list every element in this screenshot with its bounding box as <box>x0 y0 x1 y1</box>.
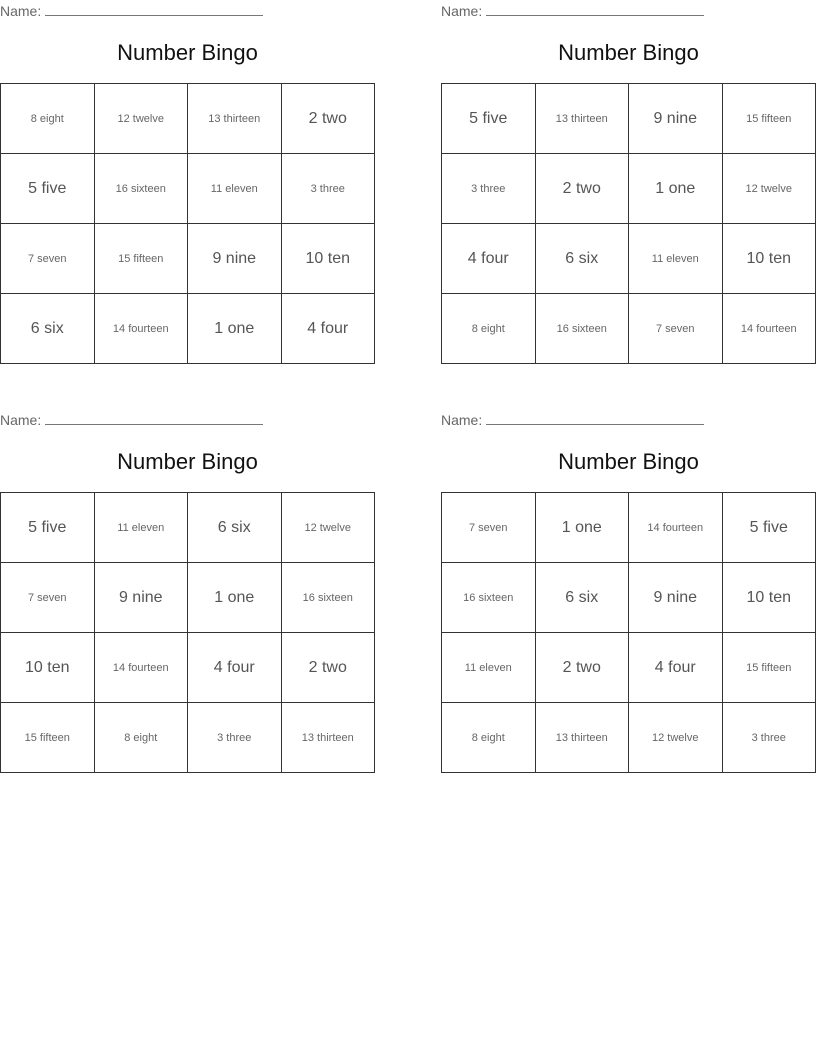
name-blank-line[interactable] <box>486 411 704 425</box>
bingo-cell[interactable]: 12 twelve <box>281 493 375 563</box>
bingo-cell[interactable]: 15 fifteen <box>94 224 188 294</box>
bingo-row <box>442 703 816 773</box>
bingo-row <box>442 154 816 224</box>
bingo-row <box>442 294 816 364</box>
bingo-row <box>1 294 375 364</box>
bingo-card <box>0 0 375 364</box>
bingo-cell[interactable]: 8 eight <box>442 703 536 773</box>
bingo-cell[interactable]: 10 ten <box>1 633 95 703</box>
bingo-cell[interactable]: 13 thirteen <box>188 84 282 154</box>
name-label: Name: <box>0 3 42 19</box>
bingo-cell[interactable]: 11 eleven <box>442 633 536 703</box>
bingo-cell[interactable]: 8 eight <box>94 703 188 773</box>
bingo-card <box>441 0 816 364</box>
bingo-cell[interactable]: 5 five <box>442 84 536 154</box>
name-blank-line[interactable] <box>45 2 263 16</box>
bingo-cell[interactable]: 5 five <box>722 493 816 563</box>
bingo-cell[interactable]: 3 three <box>281 154 375 224</box>
bingo-cell[interactable]: 1 one <box>188 563 282 633</box>
bingo-cell[interactable]: 11 eleven <box>94 493 188 563</box>
bingo-cell[interactable]: 2 two <box>281 84 375 154</box>
bingo-row <box>442 563 816 633</box>
bingo-row <box>1 154 375 224</box>
bingo-cell[interactable]: 2 two <box>535 154 629 224</box>
bingo-cell[interactable]: 3 three <box>722 703 816 773</box>
bingo-row <box>442 493 816 563</box>
bingo-cell[interactable]: 9 nine <box>188 224 282 294</box>
bingo-cell[interactable]: 8 eight <box>1 84 95 154</box>
card-title: Number Bingo <box>558 40 699 65</box>
bingo-cell[interactable]: 1 one <box>188 294 282 364</box>
bingo-cell[interactable]: 16 sixteen <box>94 154 188 224</box>
bingo-row <box>442 633 816 703</box>
bingo-card <box>0 409 375 773</box>
bingo-row <box>1 563 375 633</box>
bingo-cell[interactable]: 9 nine <box>629 563 723 633</box>
bingo-row <box>1 224 375 294</box>
bingo-row <box>1 493 375 563</box>
bingo-cell[interactable]: 15 fifteen <box>722 84 816 154</box>
bingo-cell[interactable]: 5 five <box>1 154 95 224</box>
bingo-cell[interactable]: 11 eleven <box>629 224 723 294</box>
bingo-cell[interactable]: 14 fourteen <box>94 294 188 364</box>
bingo-cell[interactable]: 2 two <box>535 633 629 703</box>
name-field[interactable] <box>441 411 704 429</box>
name-field[interactable] <box>441 2 704 20</box>
bingo-cell[interactable]: 7 seven <box>442 493 536 563</box>
bingo-grid <box>441 492 816 773</box>
name-label: Name: <box>441 412 483 428</box>
bingo-cell[interactable]: 14 fourteen <box>722 294 816 364</box>
bingo-cell[interactable]: 6 six <box>188 493 282 563</box>
bingo-cell[interactable]: 11 eleven <box>188 154 282 224</box>
bingo-cell[interactable]: 6 six <box>1 294 95 364</box>
name-blank-line[interactable] <box>45 411 263 425</box>
bingo-row <box>1 703 375 773</box>
bingo-cell[interactable]: 14 fourteen <box>629 493 723 563</box>
bingo-cell[interactable]: 12 twelve <box>94 84 188 154</box>
bingo-cell[interactable]: 3 three <box>442 154 536 224</box>
name-blank-line[interactable] <box>486 2 704 16</box>
bingo-grid <box>441 83 816 364</box>
card-title: Number Bingo <box>117 40 258 65</box>
bingo-row <box>1 633 375 703</box>
card-title: Number Bingo <box>558 449 699 474</box>
bingo-cell[interactable]: 9 nine <box>629 84 723 154</box>
bingo-grid <box>0 83 375 364</box>
bingo-cell[interactable]: 10 ten <box>722 563 816 633</box>
bingo-cell[interactable]: 14 fourteen <box>94 633 188 703</box>
bingo-cell[interactable]: 13 thirteen <box>535 84 629 154</box>
name-label: Name: <box>0 412 42 428</box>
bingo-cell[interactable]: 13 thirteen <box>535 703 629 773</box>
bingo-cell[interactable]: 4 four <box>188 633 282 703</box>
bingo-cell[interactable]: 15 fifteen <box>1 703 95 773</box>
bingo-cell[interactable]: 16 sixteen <box>442 563 536 633</box>
bingo-card <box>441 409 816 773</box>
bingo-row <box>442 224 816 294</box>
bingo-cell[interactable]: 1 one <box>629 154 723 224</box>
card-title: Number Bingo <box>117 449 258 474</box>
bingo-row <box>442 84 816 154</box>
bingo-cell[interactable]: 8 eight <box>442 294 536 364</box>
bingo-cell[interactable]: 6 six <box>535 563 629 633</box>
bingo-cell[interactable]: 16 sixteen <box>281 563 375 633</box>
bingo-cell[interactable]: 10 ten <box>722 224 816 294</box>
name-field[interactable] <box>0 411 263 429</box>
bingo-cell[interactable]: 12 twelve <box>722 154 816 224</box>
bingo-cell[interactable]: 6 six <box>535 224 629 294</box>
bingo-cell[interactable]: 12 twelve <box>629 703 723 773</box>
bingo-cell[interactable]: 10 ten <box>281 224 375 294</box>
bingo-row <box>1 84 375 154</box>
bingo-cell[interactable]: 2 two <box>281 633 375 703</box>
bingo-grid <box>0 492 375 773</box>
name-label: Name: <box>441 3 483 19</box>
bingo-cell[interactable]: 5 five <box>1 493 95 563</box>
bingo-cell[interactable]: 4 four <box>281 294 375 364</box>
bingo-cell[interactable]: 16 sixteen <box>535 294 629 364</box>
bingo-cell[interactable]: 4 four <box>629 633 723 703</box>
bingo-cell[interactable]: 15 fifteen <box>722 633 816 703</box>
bingo-cell[interactable]: 9 nine <box>94 563 188 633</box>
bingo-cell[interactable]: 7 seven <box>1 563 95 633</box>
bingo-cell[interactable]: 7 seven <box>629 294 723 364</box>
bingo-cell[interactable]: 7 seven <box>1 224 95 294</box>
bingo-cell[interactable]: 1 one <box>535 493 629 563</box>
name-field[interactable] <box>0 2 263 20</box>
bingo-cell[interactable]: 13 thirteen <box>281 703 375 773</box>
bingo-cell[interactable]: 3 three <box>188 703 282 773</box>
bingo-cell[interactable]: 4 four <box>442 224 536 294</box>
